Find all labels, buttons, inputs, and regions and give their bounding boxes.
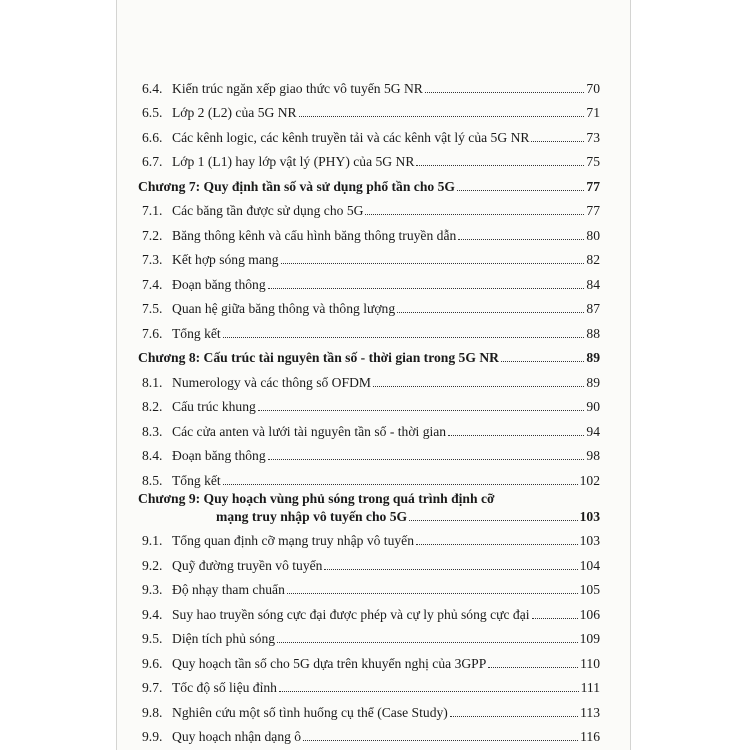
toc-entry — [138, 317, 600, 342]
dot-leader — [448, 435, 584, 436]
toc-section-title: Nghiên cứu một số tình huống cụ thể (Case Study) — [172, 704, 448, 720]
toc-entry — [138, 525, 600, 550]
toc-chapter-title: Chương 8: Cấu trúc tài nguyên tần số - thời gian trong 5G NR — [138, 350, 499, 365]
dot-leader — [277, 642, 578, 643]
toc-section-number: 8.5. — [142, 472, 163, 488]
dot-leader — [373, 386, 584, 387]
toc-section-title: Tổng quan định cỡ mạng truy nhập vô tuyến — [172, 533, 415, 548]
toc-page-number: 89 — [586, 374, 600, 390]
toc-section-title: Lớp 1 (L1) hay lớp vật lý (PHY) của 5G NR — [172, 154, 415, 169]
toc-entry — [138, 415, 600, 440]
dot-leader — [268, 459, 585, 460]
toc-section-title: Quy hoạch tần số cho 5G dựa trên khuyến nghị của 3GPP — [172, 655, 487, 671]
toc-section-title: Các băng tần được sử dụng cho 5G — [172, 203, 364, 218]
book-page — [116, 0, 631, 750]
dot-leader — [258, 410, 585, 411]
dot-leader — [299, 116, 585, 117]
toc-page-number: 103 — [579, 533, 600, 548]
toc-entry — [138, 72, 600, 97]
toc-section-number: 6.4. — [142, 80, 163, 96]
toc-section-number: 6.7. — [142, 154, 163, 169]
toc-section-number: 9.2. — [142, 557, 163, 573]
dot-leader — [501, 361, 584, 362]
toc-chapter-title: Chương 9: Quy hoạch vùng phủ sóng trong quá trình định cỡ — [138, 490, 495, 506]
toc-page-number: 113 — [580, 704, 600, 720]
toc-section-number: 8.3. — [142, 423, 163, 439]
toc-page-number: 88 — [586, 325, 600, 341]
toc-section-number: 6.6. — [142, 129, 163, 145]
dot-leader — [287, 593, 578, 594]
toc-entry — [138, 598, 600, 623]
toc-section-title: Cấu trúc khung — [172, 399, 256, 414]
toc-section-title: Đoạn băng thông — [172, 276, 266, 292]
toc-page-number: 94 — [586, 423, 600, 439]
toc-section-title: Tổng kết — [172, 325, 221, 341]
toc-page-number: 75 — [586, 154, 600, 169]
toc-section-number: 6.5. — [142, 105, 163, 120]
dot-leader — [324, 569, 577, 570]
toc-section-number: 8.1. — [142, 374, 163, 390]
toc-entry — [138, 623, 600, 648]
toc-section-number: 7.2. — [142, 227, 163, 243]
dot-leader — [279, 691, 579, 692]
toc-section-title: Các kênh logic, các kênh truyền tải và các kênh vật lý của 5G NR — [172, 129, 530, 145]
toc-entry — [138, 574, 600, 599]
toc-page-number: 110 — [580, 655, 600, 671]
toc-section-number: 9.7. — [142, 680, 163, 695]
dot-leader — [532, 618, 578, 619]
table-of-contents — [138, 72, 600, 745]
dot-leader — [223, 337, 585, 338]
toc-entry — [138, 366, 600, 391]
toc-chapter-heading — [138, 170, 600, 195]
toc-entry — [138, 244, 600, 269]
toc-section-title: Tốc độ số liệu đỉnh — [172, 680, 277, 695]
toc-section-number: 9.6. — [142, 655, 163, 671]
toc-page-number: 103 — [579, 508, 600, 524]
toc-page-number: 90 — [586, 399, 600, 414]
toc-entry — [138, 672, 600, 697]
dot-leader — [425, 92, 585, 93]
toc-section-title: Độ nhạy tham chuẩn — [172, 582, 285, 597]
toc-page-number: 82 — [586, 252, 600, 267]
dot-leader — [458, 239, 584, 240]
toc-section-number: 9.5. — [142, 631, 163, 646]
toc-entry — [138, 647, 600, 672]
toc-page-number: 106 — [579, 606, 600, 622]
toc-page-number: 73 — [586, 129, 600, 145]
toc-entry — [138, 268, 600, 293]
toc-section-title: Diện tích phủ sóng — [172, 631, 276, 646]
toc-entry — [138, 97, 600, 122]
toc-page-number: 77 — [586, 203, 600, 218]
toc-section-title: Kiến trúc ngăn xếp giao thức vô tuyến 5G NR — [172, 80, 423, 96]
toc-section-number: 9.3. — [142, 582, 163, 597]
toc-chapter-heading-continued — [138, 507, 600, 525]
toc-page-number: 104 — [579, 557, 600, 573]
dot-leader — [457, 190, 584, 191]
toc-section-title: Băng thông kênh và cấu hình băng thông truyền dẫn — [172, 227, 457, 243]
dot-leader — [409, 520, 578, 521]
toc-page-number: 116 — [580, 729, 600, 744]
toc-entry — [138, 219, 600, 244]
toc-page-number: 102 — [579, 472, 600, 488]
toc-section-number: 7.1. — [142, 203, 163, 218]
toc-section-title: Suy hao truyền sóng cực đại được phép và cự ly phủ sóng cực đại — [172, 606, 530, 622]
toc-entry — [138, 549, 600, 574]
toc-section-number: 9.9. — [142, 729, 163, 744]
toc-section-title: Lớp 2 (L2) của 5G NR — [172, 105, 297, 120]
toc-section-title: Các cửa anten và lưới tài nguyên tần số - thời gian — [172, 423, 447, 439]
dot-leader — [281, 263, 585, 264]
toc-entry — [138, 721, 600, 746]
toc-section-number: 7.5. — [142, 301, 163, 316]
toc-page-number: 98 — [586, 448, 600, 463]
toc-section-title: Quỹ đường truyền vô tuyến — [172, 557, 323, 573]
toc-page-number: 80 — [586, 227, 600, 243]
dot-leader — [268, 288, 585, 289]
toc-section-title: Kết hợp sóng mang — [172, 252, 279, 267]
toc-page-number: 111 — [580, 680, 600, 695]
toc-section-number: 7.3. — [142, 252, 163, 267]
dot-leader — [450, 716, 578, 717]
toc-entry — [138, 391, 600, 416]
toc-chapter-title-line2: mạng truy nhập vô tuyến cho 5G — [216, 508, 408, 524]
toc-entry — [138, 121, 600, 146]
dot-leader — [416, 165, 584, 166]
toc-entry — [138, 464, 600, 489]
dot-leader — [488, 667, 578, 668]
toc-section-number: 9.4. — [142, 606, 163, 622]
dot-leader — [303, 740, 578, 741]
toc-page-number: 70 — [586, 80, 600, 96]
toc-entry — [138, 440, 600, 465]
toc-entry — [138, 696, 600, 721]
toc-page-number: 109 — [579, 631, 600, 646]
toc-chapter-heading — [138, 489, 600, 507]
dot-leader — [223, 484, 578, 485]
toc-page-number: 84 — [586, 276, 600, 292]
toc-section-title: Quan hệ giữa băng thông và thông lượng — [172, 301, 396, 316]
toc-chapter-title: Chương 7: Quy định tần số và sử dụng phổ tần cho 5G — [138, 178, 455, 194]
toc-section-title: Numerology và các thông số OFDM — [172, 374, 371, 390]
toc-entry — [138, 293, 600, 318]
dot-leader — [397, 312, 584, 313]
toc-page-number: 77 — [586, 178, 600, 194]
dot-leader — [365, 214, 584, 215]
dot-leader — [416, 544, 578, 545]
toc-section-number: 9.1. — [142, 533, 163, 548]
toc-section-number: 8.4. — [142, 448, 163, 463]
toc-section-number: 9.8. — [142, 704, 163, 720]
toc-section-number: 7.4. — [142, 276, 163, 292]
dot-leader — [531, 141, 584, 142]
toc-page-number: 89 — [586, 350, 600, 365]
toc-entry — [138, 195, 600, 220]
toc-page-number: 71 — [586, 105, 600, 120]
toc-chapter-heading — [138, 342, 600, 367]
toc-section-title: Đoạn băng thông — [172, 448, 266, 463]
toc-section-title: Quy hoạch nhận dạng ô — [172, 729, 302, 744]
toc-section-number: 8.2. — [142, 399, 163, 414]
toc-entry — [138, 146, 600, 171]
toc-page-number: 105 — [579, 582, 600, 597]
toc-page-number: 87 — [586, 301, 600, 316]
toc-section-title: Tổng kết — [172, 472, 221, 488]
toc-section-number: 7.6. — [142, 325, 163, 341]
